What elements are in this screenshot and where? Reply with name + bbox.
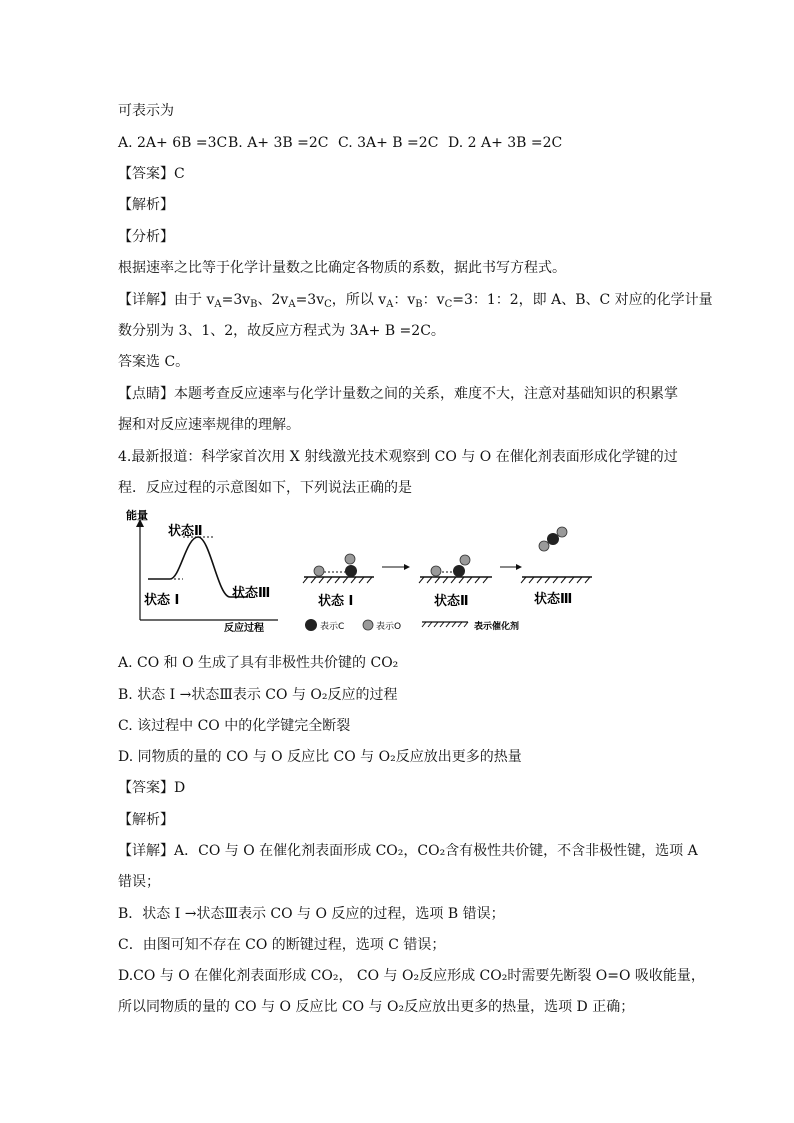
- detail2-line-1: 【详解】A．CO 与 O 在催化剂表面形成 CO₂，CO₂含有极性共价键，不含非极性键，选项 A: [118, 843, 698, 859]
- analysis-heading: 【解析】: [118, 197, 174, 213]
- oxygen-atom: [314, 566, 324, 576]
- arrow-2-head: [516, 564, 522, 570]
- legend-carbon-swatch: [305, 619, 317, 631]
- state1-scheme-label: 状态 I: [318, 594, 354, 609]
- option-a: A. 2A+ 6B =3C: [118, 135, 228, 151]
- legend-oxygen-swatch: [363, 620, 373, 630]
- arrow-1-head: [404, 564, 410, 570]
- state3-label: 状态Ⅲ: [232, 586, 271, 601]
- answer-label-2: 【答案】D: [118, 780, 186, 796]
- carbon-atom: [547, 533, 559, 545]
- question4-line-2: 程．反应过程的示意图如下，下列说法正确的是: [118, 480, 412, 496]
- oxygen-atom: [431, 566, 441, 576]
- catalyst-surface-3: [521, 577, 592, 583]
- question3-options: [118, 133, 562, 153]
- oxygen-atom: [345, 554, 355, 564]
- option-c: C. 3A+ B =2C: [338, 135, 439, 151]
- question4-line-1: 4.最新报道：科学家首次用 X 射线激光技术观察到 CO 与 O 在催化剂表面形成化学键的过: [118, 449, 678, 465]
- detail2-line-2: 错误；: [118, 874, 160, 890]
- oxygen-atom: [557, 527, 567, 537]
- option-b: B. A+ 3B =2C: [228, 135, 329, 151]
- state2-scheme-label: 状态Ⅱ: [434, 594, 469, 609]
- legend-oxygen-label: 表示O: [376, 622, 402, 632]
- legend-catalyst-label: 表示催化剂: [474, 622, 520, 632]
- energy-plot: [126, 508, 278, 634]
- detail-line-2: 数分别为 3、1、2，故反应方程式为 3A+ B =2C。: [118, 323, 445, 339]
- state2-label: 状态Ⅱ: [168, 524, 203, 539]
- catalyst-surface-1: [303, 577, 374, 583]
- fenxi-text: 根据速率之比等于化学计量数之比确定各物质的系数，据此书写方程式。: [118, 260, 566, 276]
- analysis-heading-2: 【解析】: [118, 812, 174, 828]
- y-axis-label: 能量: [126, 509, 148, 522]
- catalyst-surface-2: [419, 577, 492, 583]
- co2-molecule: [539, 527, 567, 551]
- q4-option-d: D. 同物质的量的 CO 与 O 反应比 CO 与 O₂反应放出更多的热量: [118, 749, 522, 765]
- molecules-state2: [431, 555, 470, 577]
- reaction-diagram: [118, 505, 598, 635]
- question-stem-tail: 可表示为: [118, 103, 174, 119]
- x-axis-label: 反应过程: [224, 623, 264, 634]
- dianjing-line-1: 【点睛】本题考查反应速率与化学计量数之间的关系，难度不大，注意对基础知识的积累掌: [118, 386, 678, 402]
- option-d: D. 2 A+ 3B =2C: [448, 135, 563, 151]
- q4-option-b: B. 状态 I →状态Ⅲ表示 CO 与 O₂反应的过程: [118, 687, 398, 703]
- detail2-line-4: C．由图可知不存在 CO 的断键过程，选项 C 错误；: [118, 937, 446, 953]
- detail-line-1: 【详解】由于 $v_A=3v_B$、$2v_A=3v_C$，所以 $v_A$：$v_B$：$v_C=3$：1：2，即 A、B、C 对应的化学计量: [118, 292, 713, 310]
- dianjing-line-2: 握和对反应速率规律的理解。: [118, 417, 300, 433]
- detail2-line-5: D.CO 与 O 在催化剂表面形成 CO₂， CO 与 O₂反应形成 CO₂时需要先断裂 O=O 吸收能量，: [118, 968, 705, 984]
- oxygen-atom: [539, 541, 549, 551]
- carbon-atom: [453, 565, 465, 577]
- detail2-line-3: B．状态 I →状态Ⅲ表示 CO 与 O 反应的过程，选项 B 错误；: [118, 906, 505, 922]
- carbon-atom: [345, 565, 357, 577]
- state1-label: 状态 I: [144, 593, 180, 608]
- q4-option-a: A. CO 和 O 生成了具有非极性共价键的 CO₂: [118, 655, 399, 671]
- fenxi-heading: 【分析】: [118, 229, 174, 245]
- answer-label: 【答案】C: [118, 166, 185, 182]
- q4-option-c: C. 该过程中 CO 中的化学键完全断裂: [118, 718, 351, 734]
- legend-carbon-label: 表示C: [320, 622, 345, 632]
- molecules-state1: [314, 554, 357, 577]
- detail2-line-6: 所以同物质的量的 CO 与 O 反应比 CO 与 O₂反应放出更多的热量，选项 D 正确；: [118, 999, 635, 1015]
- oxygen-atom: [460, 555, 470, 565]
- state3-scheme-label: 状态Ⅲ: [534, 592, 573, 607]
- answer-select: 答案选 C。: [118, 354, 190, 370]
